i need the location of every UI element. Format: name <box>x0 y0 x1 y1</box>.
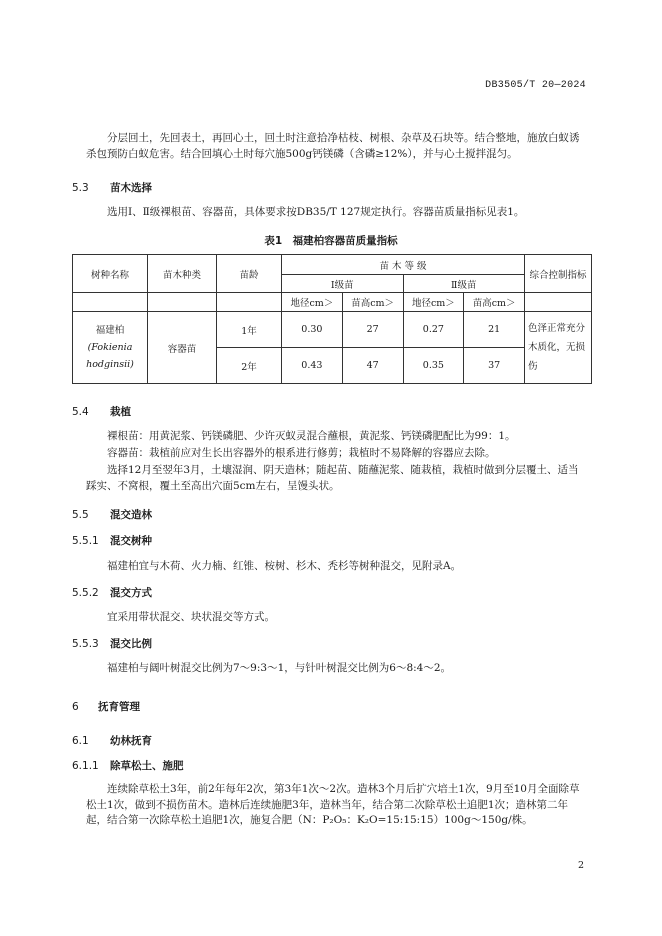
diameter-cell: 0.35 <box>403 348 464 384</box>
section-title: 混交比例 <box>110 638 152 650</box>
col-header-species: 树种名称 <box>73 255 148 293</box>
diameter-cell: 0.43 <box>282 348 343 384</box>
height-cell: 27 <box>342 312 403 348</box>
species-name: 福建柏 <box>95 325 125 336</box>
age-cell: 2年 <box>217 348 282 384</box>
section-6-1-1-heading <box>72 758 184 773</box>
species-scientific-2: hodginsii) <box>86 359 134 370</box>
col-header-grade: 苗 木 等 级 <box>282 255 525 275</box>
col-header-diameter-2: 地径cm＞ <box>403 293 464 312</box>
height-cell: 47 <box>342 348 403 384</box>
section-number: 6 <box>72 701 79 713</box>
section-number: 5.5.1 <box>72 535 99 547</box>
mixed-ratio-paragraph: 福建柏与阔叶树混交比例为7～9:3～1，与针叶树混交比例为6～8:4～2。 <box>107 662 452 674</box>
section-number: 5.4 <box>72 406 89 418</box>
section-title: 除草松土、施肥 <box>110 760 184 772</box>
section-6-1-heading <box>72 733 152 748</box>
section-title: 幼林抚育 <box>110 735 152 747</box>
height-cell: 37 <box>464 348 525 384</box>
backfill-paragraph: 分层回土，先回表土，再回心土，回土时注意拾净枯枝、树根、杂草及石块等。结合整地，施放白蚁诱杀包预防白蚁危害。结合回填心土时每穴施500g钙镁磷（含磷≥12%），并与心土搅拌混匀。 <box>86 132 580 160</box>
seedling-type-cell: 容器苗 <box>148 312 217 384</box>
col-header-type: 苗木种类 <box>148 255 217 293</box>
col-header-diameter-1: 地径cm＞ <box>282 293 343 312</box>
diameter-cell: 0.27 <box>403 312 464 348</box>
section-title: 混交方式 <box>110 587 152 599</box>
bare-root-paragraph: 裸根苗：用黄泥浆、钙镁磷肥、少许灭蚁灵混合蘸根，黄泥浆、钙镁磷肥配比为99：1。 <box>107 430 516 442</box>
section-number: 5.5 <box>72 509 89 521</box>
species-cell <box>73 312 148 384</box>
weeding-fertilizing-paragraph: 连续除草松土3年，前2年每年2次，第3年1次～2次。造林3个月后扩穴培土1次，9月至10月全面除草松土1次，做到不损伤苗木。造林后连续施肥3年，造林当年，结合第二次除草松土追肥1次；造林第二年起，结合第一次除草松土追肥1次，施复合肥（N：P₂O₅：K₂O=15:15:15）100g～150g/株。 <box>86 783 580 826</box>
document-code: DB3505/T 20—2024 <box>485 80 586 91</box>
diameter-cell: 0.30 <box>282 312 343 348</box>
col-header-age: 苗龄 <box>217 255 282 293</box>
section-5-5-3-heading <box>72 636 152 651</box>
age-cell: 1年 <box>217 312 282 348</box>
section-number: 5.5.2 <box>72 587 99 599</box>
species-scientific-1: (Fokienia <box>87 342 133 353</box>
col-header-height-1: 苗高cm＞ <box>342 293 403 312</box>
empty-cell <box>73 293 148 312</box>
section-number: 5.3 <box>72 182 89 194</box>
section-number: 5.5.3 <box>72 638 99 650</box>
page-number: 2 <box>577 860 584 871</box>
empty-cell <box>217 293 282 312</box>
col-header-height-2: 苗高cm＞ <box>464 293 525 312</box>
section-title: 混交造林 <box>110 509 152 521</box>
col-header-grade2: Ⅱ级苗 <box>403 275 525 293</box>
section-5-3-heading <box>72 180 152 195</box>
empty-cell <box>525 293 592 312</box>
section-6-heading <box>72 699 140 714</box>
section-5-4-heading <box>72 404 131 419</box>
table-caption: 表1 福建柏容器苗质量指标 <box>264 235 398 247</box>
section-title: 抚育管理 <box>98 701 140 713</box>
section-title: 混交树种 <box>110 535 152 547</box>
section-5-5-heading <box>72 507 152 522</box>
section-5-5-1-heading <box>72 533 152 548</box>
height-cell: 21 <box>464 312 525 348</box>
section-5-5-2-heading <box>72 585 152 600</box>
mixed-method-paragraph: 宜采用带状混交、块状混交等方式。 <box>107 611 275 623</box>
section-title: 苗木选择 <box>110 182 152 194</box>
empty-cell <box>148 293 217 312</box>
seedling-selection-paragraph: 选用Ⅰ、Ⅱ级裸根苗、容器苗，具体要求按DB35/T 127规定执行。容器苗质量指标见表1。 <box>107 206 525 218</box>
col-header-overall: 综合控制指标 <box>525 255 592 293</box>
mixed-species-paragraph: 福建柏宜与木荷、火力楠、红锥、桉树、杉木、秃杉等树种混交，见附录A。 <box>107 560 462 572</box>
container-seedling-paragraph: 容器苗：栽植前应对生长出容器外的根系进行修剪；栽植时不易降解的容器应去除。 <box>107 447 496 459</box>
planting-time-paragraph: 选择12月至翌年3月，土壤湿润、阴天造林；随起苗、随蘸泥浆、随栽植，栽植时做到分层覆土、适当踩实、不窝根，覆土至高出穴面5cm左右，呈馒头状。 <box>86 464 579 492</box>
section-number: 6.1.1 <box>72 760 99 772</box>
col-header-grade1: Ⅰ级苗 <box>282 275 404 293</box>
overall-indicator-cell: 色泽正常充分木质化，无损伤 <box>525 312 592 384</box>
section-title: 栽植 <box>110 406 131 418</box>
section-number: 6.1 <box>72 735 89 747</box>
seedling-quality-table <box>72 254 592 384</box>
